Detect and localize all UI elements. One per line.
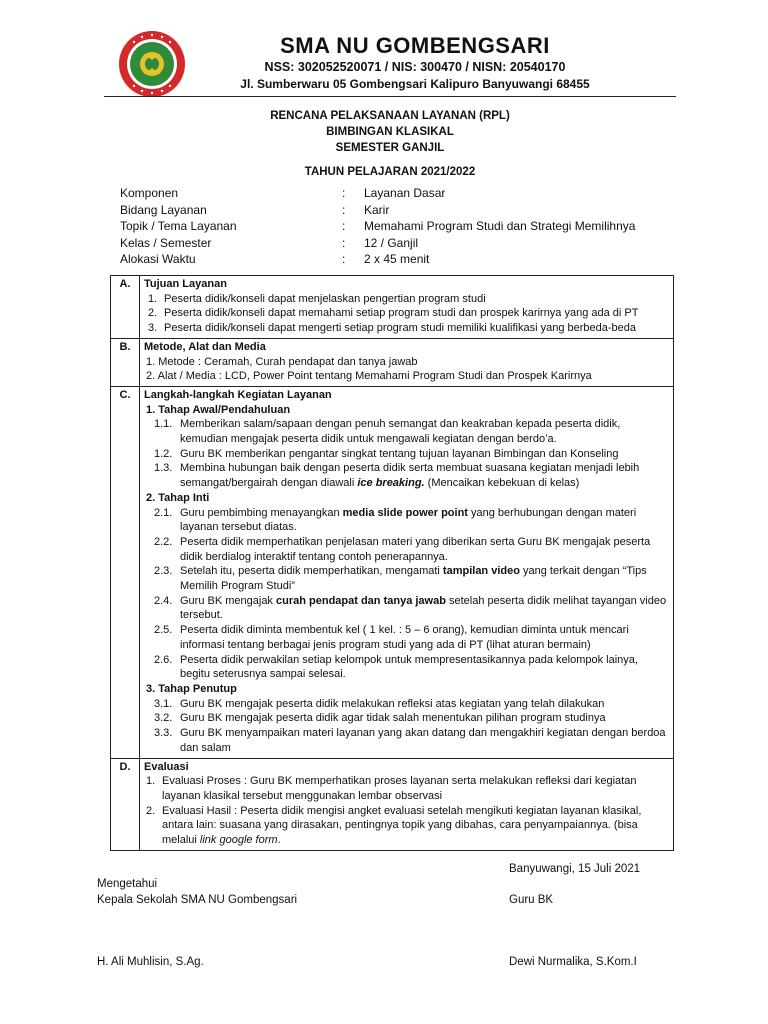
- step-number: 1.3.: [154, 462, 173, 475]
- section-label: A.: [111, 276, 140, 339]
- item-text: Peserta didik/konseli dapat memahami setiap program studi dan prospek karirnya yang ada di PT: [164, 307, 639, 320]
- step-number: 1.2.: [154, 447, 173, 460]
- list-item: [144, 292, 669, 307]
- step-text: Guru BK mengajak peserta didik agar tidak salah menentukan pilihan program studinya: [180, 712, 606, 725]
- meta-colon: :: [342, 252, 346, 266]
- step-text: Guru BK mengajak peserta didik melakukan refleksi atas kegiatan yang telah dilakukan: [180, 697, 605, 710]
- step-text-a: Guru pembimbing menayangkan: [180, 506, 343, 519]
- meta-value: Layanan Dasar: [364, 186, 446, 200]
- step-number: 2.6.: [154, 653, 173, 666]
- step-text-a: Guru BK mengajak: [180, 594, 276, 607]
- item-text: Peserta didik/konseli dapat mengerti setiap program studi memiliki kualifikasi yang berbeda-beda: [164, 322, 637, 335]
- item-text-a: Evaluasi Hasil : Peserta didik mengisi angket evaluasi setelah mengikuti kegiatan layanan klasikal, antara lain: suasana yang dirasakan, pentingnya topik yang dibahas, cara penyampaiannya. (bisa melalui: [162, 804, 642, 847]
- section-label: B.: [111, 338, 140, 386]
- meta-value: Karir: [364, 202, 390, 217]
- meta-row-komponen: [120, 186, 635, 203]
- list-item: [144, 774, 669, 803]
- school-name: SMA NU GOMBENGSARI: [280, 33, 550, 58]
- meta-row-kelas: [120, 236, 635, 253]
- item-text-link: link google form: [199, 834, 278, 847]
- section-b: [111, 338, 674, 386]
- signature-guru-title: Guru BK: [509, 894, 554, 906]
- step-text-emphasis: curah pendapat dan tanya jawab: [276, 594, 446, 607]
- item-text: Peserta didik/konseli dapat menjelaskan pengertian program studi: [164, 292, 486, 305]
- meta-colon: :: [342, 235, 346, 250]
- doc-title-year: TAHUN PELAJARAN 2021/2022: [304, 166, 476, 178]
- step-text-c: yang berhubungan dengan materi layanan tersebut diatas.: [180, 506, 637, 534]
- item-number: 2.: [146, 804, 156, 817]
- section-label: D.: [111, 758, 140, 850]
- signature-kepala-name: H. Ali Muhlisin, S.Ag.: [97, 956, 204, 968]
- meta-colon: :: [342, 219, 346, 233]
- meta-row-bidang: [120, 203, 635, 220]
- meta-row-alokasi: [120, 252, 635, 269]
- doc-title-semester: SEMESTER GANJIL: [335, 142, 445, 154]
- meta-colon: :: [342, 202, 346, 217]
- step-number: 3.2.: [154, 712, 173, 725]
- section-body: [140, 276, 674, 339]
- list-item: 2. Alat / Media : LCD, Power Point tentang Memahami Program Studi dan Prospek Karirnya: [146, 370, 592, 383]
- step-text: [180, 594, 669, 623]
- header-divider: [104, 96, 676, 97]
- step-text: [180, 564, 669, 593]
- section-c: [111, 386, 674, 758]
- step-text: Peserta didik memperhatikan penjelasan materi yang diberikan serta Guru BK mengajak peserta didik berdialog interaktif tentang contoh penerapannya.: [180, 535, 651, 563]
- step-item: [144, 697, 669, 712]
- meta-key: Bidang Layanan: [120, 202, 207, 217]
- step-number: 2.4.: [154, 594, 173, 607]
- step-text: Guru BK memberikan pengantar singkat tentang tujuan layanan Bimbingan dan Konseling: [180, 447, 619, 460]
- section-a: [111, 276, 674, 339]
- list-item: [144, 306, 669, 321]
- step-item: [144, 506, 669, 535]
- step-number: 3.1.: [154, 697, 173, 710]
- step-text-c: yang terkait dengan “Tips Memilih Program Studi”: [180, 565, 647, 593]
- step-item: [144, 711, 669, 726]
- item-number: 2.: [148, 307, 158, 320]
- stage-title: 1. Tahap Awal/Pendahuluan: [146, 403, 291, 416]
- school-address: Jl. Sumberwaru 05 Gombengsari Kalipuro Banyuwangi 68455: [240, 77, 590, 91]
- meta-key: Kelas / Semester: [120, 235, 212, 250]
- meta-value: 2 x 45 menit: [364, 252, 430, 266]
- step-item: [144, 653, 669, 682]
- step-text: Memberikan salam/sapaan dengan penuh semangat dan keakraban kepada peserta didik, kemudian mengajak peserta didik untuk mengawali kegiatan dengan berdo’a.: [180, 418, 621, 446]
- step-item: [144, 726, 669, 755]
- item-text: Evaluasi Proses : Guru BK memperhatikan proses layanan serta melakukan refleksi dari kegiatan layanan klasikal tersebut menggunakan lembar observasi: [162, 775, 637, 802]
- meta-value: Memahami Program Studi dan Strategi Memilihnya: [364, 219, 636, 233]
- item-text: [162, 804, 669, 848]
- meta-colon: :: [342, 186, 346, 200]
- meta-key: Komponen: [120, 186, 179, 200]
- step-text-a: Membina hubungan baik dengan peserta didik serta membuat suasana kegiatan menjadi lebih semangat/bergairah dengan diawali: [180, 462, 640, 490]
- step-text-emphasis: ice breaking.: [357, 477, 425, 490]
- step-number: 1.1.: [154, 418, 173, 431]
- step-item: [144, 417, 669, 446]
- section-d: [111, 758, 674, 850]
- signature-kepala-title: Kepala Sekolah SMA NU Gombengsari: [97, 894, 298, 906]
- meta-value: 12 / Ganjil: [364, 235, 419, 250]
- list-item: 1. Metode : Ceramah, Curah pendapat dan tanya jawab: [146, 355, 418, 368]
- step-text-a: Setelah itu, peserta didik memperhatikan, mengamati: [180, 565, 443, 578]
- step-text-c: (Mencaikan kebekuan di kelas): [424, 477, 580, 490]
- step-text: [180, 461, 669, 490]
- step-text-c: setelah peserta didik melihat tayangan video tersebut.: [180, 594, 667, 622]
- section-body: [140, 758, 674, 850]
- step-item: [144, 623, 669, 652]
- doc-title-bimbingan: BIMBINGAN KLASIKAL: [326, 126, 454, 138]
- step-text-emphasis: media slide power point: [342, 506, 468, 519]
- item-text-c: .: [277, 834, 281, 847]
- list-item: [144, 321, 669, 336]
- meta-key: Topik / Tema Layanan: [120, 219, 237, 233]
- meta-key: Alokasi Waktu: [120, 252, 196, 266]
- signature-date: Banyuwangi, 15 Juli 2021: [509, 863, 641, 875]
- step-item: [144, 535, 669, 564]
- step-item: [144, 461, 669, 490]
- school-logo: [118, 30, 186, 98]
- item-number: 3.: [148, 322, 158, 335]
- signature-guru-name: Dewi Nurmalika, S.Kom.I: [509, 956, 637, 968]
- step-text-emphasis: tampilan video: [442, 565, 520, 578]
- content-table: [110, 275, 674, 851]
- step-item: [144, 447, 669, 462]
- step-number: 2.2.: [154, 535, 173, 548]
- step-text: Peserta didik perwakilan setiap kelompok untuk mempresentasikannya pada kelompok lainya, begitu seterusnya sampai selesai.: [180, 653, 638, 681]
- stage-title: 3. Tahap Penutup: [146, 682, 237, 695]
- meta-row-topik: [120, 219, 635, 236]
- section-title: Tujuan Layanan: [144, 278, 227, 290]
- step-text: Guru BK menyampaikan materi layanan yang akan datang dan mengakhiri kegiatan dengan berdoa dan salam: [180, 727, 666, 754]
- section-title: Langkah-langkah Kegiatan Layanan: [144, 388, 332, 401]
- item-number: 1.: [146, 775, 156, 788]
- step-number: 2.1.: [154, 506, 173, 519]
- section-title: Evaluasi: [144, 760, 189, 773]
- step-number: 3.3.: [154, 727, 173, 740]
- step-text: [180, 506, 669, 535]
- meta-block: [120, 186, 635, 269]
- stage-title: 2. Tahap Inti: [146, 491, 210, 504]
- step-text: Peserta didik diminta membentuk kel ( 1 kel. : 5 – 6 orang), kemudian diminta untuk mencari informasi tentang berbagai jenis program studi yang ada di PT (lihat aturan bermain): [180, 624, 629, 651]
- step-number: 2.3.: [154, 565, 173, 578]
- doc-title-rpl: RENCANA PELAKSANAAN LAYANAN (RPL): [270, 110, 510, 122]
- step-item: [144, 594, 669, 623]
- school-ids: NSS: 302052520071 / NIS: 300470 / NISN: 20540170: [264, 60, 566, 74]
- section-body: [140, 338, 674, 386]
- section-label: C.: [111, 386, 140, 758]
- item-number: 1.: [148, 292, 158, 305]
- step-number: 2.5.: [154, 624, 173, 637]
- section-body: [140, 386, 674, 758]
- list-item: [144, 804, 669, 848]
- step-item: [144, 564, 669, 593]
- section-title: Metode, Alat dan Media: [144, 340, 266, 353]
- signature-mengetahui: Mengetahui: [97, 878, 158, 890]
